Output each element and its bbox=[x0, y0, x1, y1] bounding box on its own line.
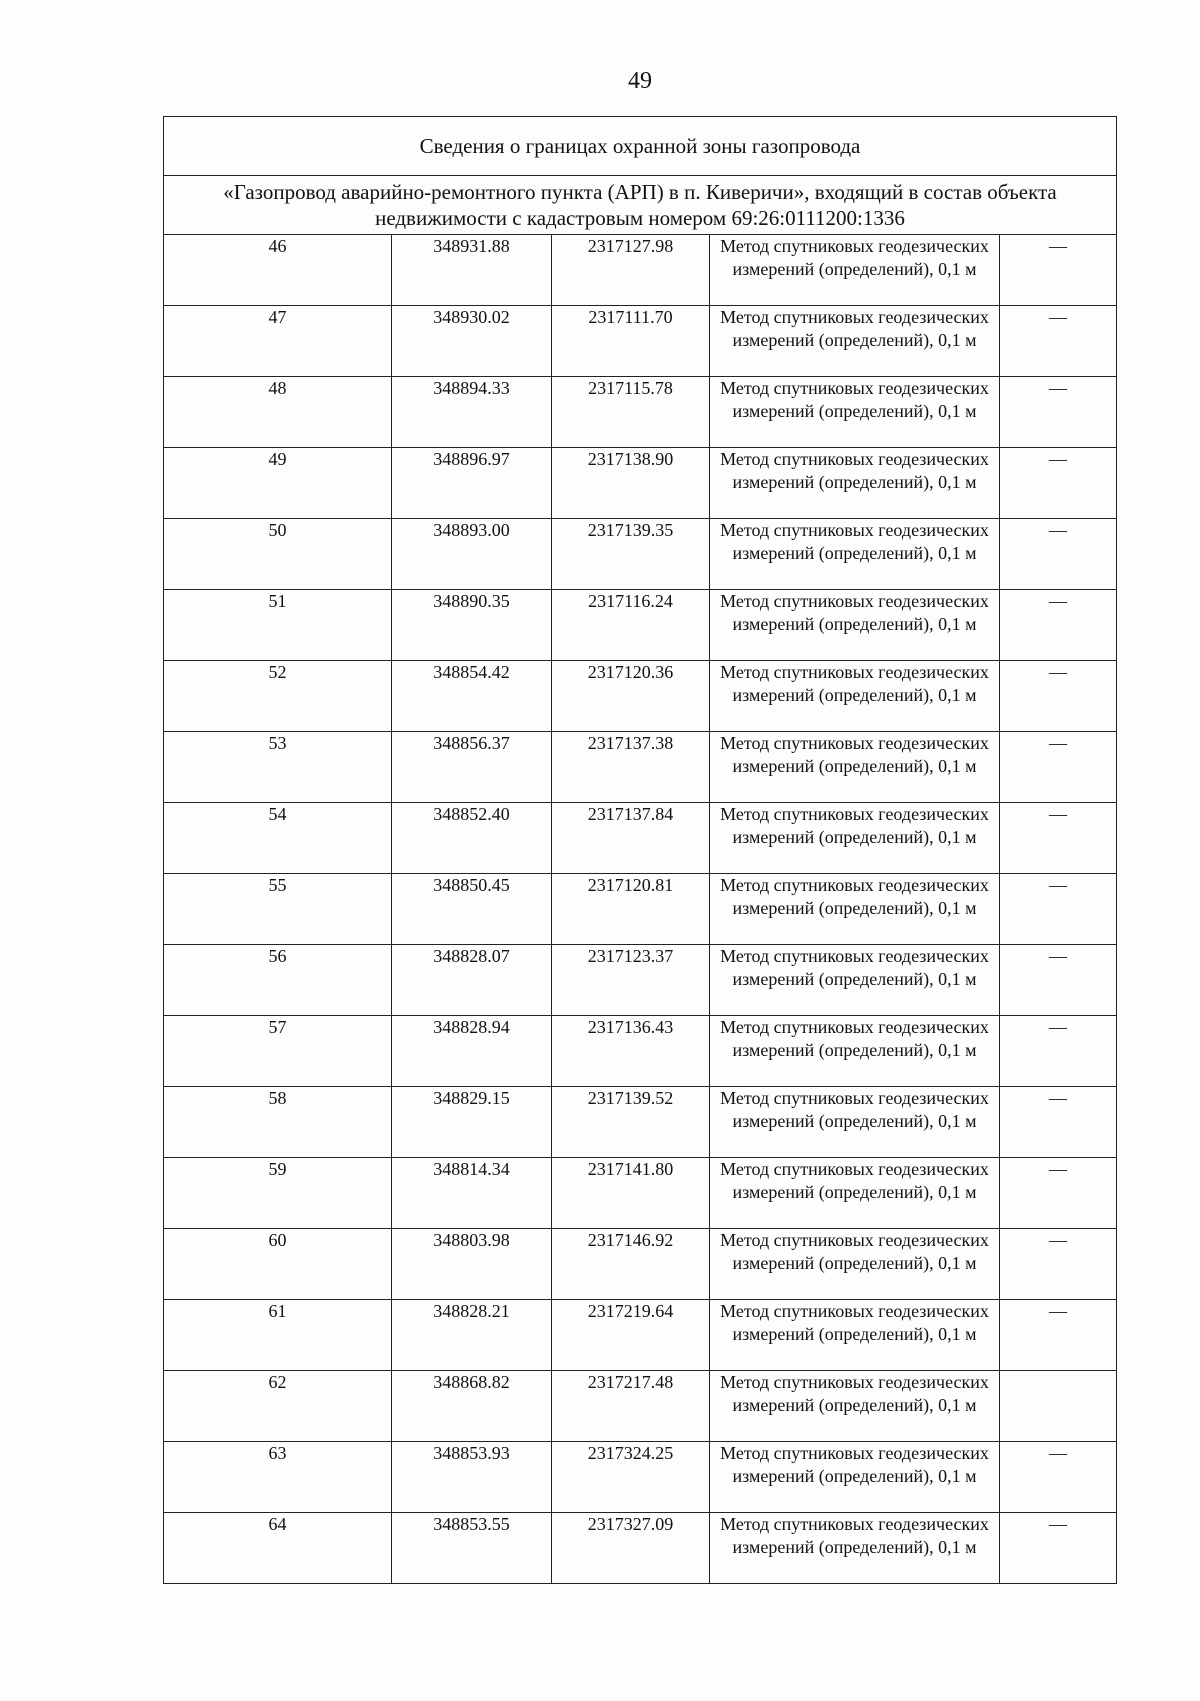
y-coordinate-cell: 2317111.70 bbox=[552, 306, 710, 377]
table-row bbox=[164, 661, 1117, 732]
note-cell: — bbox=[1000, 1442, 1117, 1513]
y-coordinate-cell: 2317137.84 bbox=[552, 803, 710, 874]
y-coordinate-cell: 2317327.09 bbox=[552, 1513, 710, 1584]
point-number-cell: 48 bbox=[164, 377, 392, 448]
y-coordinate-cell: 2317136.43 bbox=[552, 1016, 710, 1087]
y-coordinate-cell: 2317123.37 bbox=[552, 945, 710, 1016]
table-row bbox=[164, 1300, 1117, 1371]
method-cell: Метод спутниковых геодезических измерений (определений), 0,1 м bbox=[710, 235, 1000, 306]
method-cell: Метод спутниковых геодезических измерений (определений), 0,1 м bbox=[710, 1087, 1000, 1158]
method-cell: Метод спутниковых геодезических измерений (определений), 0,1 м bbox=[710, 1300, 1000, 1371]
table-row bbox=[164, 1016, 1117, 1087]
note-cell: — bbox=[1000, 1513, 1117, 1584]
x-coordinate-cell: 348853.55 bbox=[392, 1513, 552, 1584]
point-number-cell: 47 bbox=[164, 306, 392, 377]
x-coordinate-cell: 348852.40 bbox=[392, 803, 552, 874]
method-cell: Метод спутниковых геодезических измерений (определений), 0,1 м bbox=[710, 732, 1000, 803]
table-row bbox=[164, 590, 1117, 661]
note-cell: — bbox=[1000, 519, 1117, 590]
note-cell: — bbox=[1000, 732, 1117, 803]
method-cell: Метод спутниковых геодезических измерений (определений), 0,1 м bbox=[710, 1371, 1000, 1442]
x-coordinate-cell: 348931.88 bbox=[392, 235, 552, 306]
method-cell: Метод спутниковых геодезических измерений (определений), 0,1 м bbox=[710, 874, 1000, 945]
method-cell: Метод спутниковых геодезических измерений (определений), 0,1 м bbox=[710, 519, 1000, 590]
method-cell: Метод спутниковых геодезических измерений (определений), 0,1 м bbox=[710, 377, 1000, 448]
x-coordinate-cell: 348814.34 bbox=[392, 1158, 552, 1229]
y-coordinate-cell: 2317217.48 bbox=[552, 1371, 710, 1442]
note-cell: — bbox=[1000, 1016, 1117, 1087]
point-number-cell: 49 bbox=[164, 448, 392, 519]
method-cell: Метод спутниковых геодезических измерений (определений), 0,1 м bbox=[710, 945, 1000, 1016]
note-cell: — bbox=[1000, 590, 1117, 661]
table-row bbox=[164, 1371, 1117, 1442]
table-row bbox=[164, 1158, 1117, 1229]
x-coordinate-cell: 348828.94 bbox=[392, 1016, 552, 1087]
note-cell: — bbox=[1000, 377, 1117, 448]
method-cell: Метод спутниковых геодезических измерений (определений), 0,1 м bbox=[710, 590, 1000, 661]
point-number-cell: 46 bbox=[164, 235, 392, 306]
point-number-cell: 50 bbox=[164, 519, 392, 590]
y-coordinate-cell: 2317139.52 bbox=[552, 1087, 710, 1158]
boundary-coordinates-table bbox=[163, 116, 1117, 1584]
x-coordinate-cell: 348828.21 bbox=[392, 1300, 552, 1371]
x-coordinate-cell: 348856.37 bbox=[392, 732, 552, 803]
point-number-cell: 57 bbox=[164, 1016, 392, 1087]
y-coordinate-cell: 2317141.80 bbox=[552, 1158, 710, 1229]
point-number-cell: 59 bbox=[164, 1158, 392, 1229]
method-cell: Метод спутниковых геодезических измерений (определений), 0,1 м bbox=[710, 1158, 1000, 1229]
y-coordinate-cell: 2317116.24 bbox=[552, 590, 710, 661]
table-title-row bbox=[164, 117, 1117, 176]
point-number-cell: 61 bbox=[164, 1300, 392, 1371]
method-cell: Метод спутниковых геодезических измерений (определений), 0,1 м bbox=[710, 1229, 1000, 1300]
y-coordinate-cell: 2317120.81 bbox=[552, 874, 710, 945]
table-row bbox=[164, 732, 1117, 803]
y-coordinate-cell: 2317219.64 bbox=[552, 1300, 710, 1371]
point-number-cell: 62 bbox=[164, 1371, 392, 1442]
table-row bbox=[164, 1087, 1117, 1158]
method-cell: Метод спутниковых геодезических измерений (определений), 0,1 м bbox=[710, 1442, 1000, 1513]
x-coordinate-cell: 348930.02 bbox=[392, 306, 552, 377]
method-cell: Метод спутниковых геодезических измерений (определений), 0,1 м bbox=[710, 661, 1000, 732]
note-cell: — bbox=[1000, 1087, 1117, 1158]
table-row bbox=[164, 803, 1117, 874]
table-subtitle: «Газопровод аварийно-ремонтного пункта (АРП) в п. Киверичи», входящий в состав объекта недвижимости с кадастровым номером 69:26:0111200:1336 bbox=[164, 176, 1117, 235]
page-number: 49 bbox=[628, 68, 652, 94]
x-coordinate-cell: 348853.93 bbox=[392, 1442, 552, 1513]
point-number-cell: 56 bbox=[164, 945, 392, 1016]
y-coordinate-cell: 2317115.78 bbox=[552, 377, 710, 448]
table-subtitle-row bbox=[164, 176, 1117, 235]
y-coordinate-cell: 2317138.90 bbox=[552, 448, 710, 519]
note-cell: — bbox=[1000, 803, 1117, 874]
x-coordinate-cell: 348890.35 bbox=[392, 590, 552, 661]
note-cell bbox=[1000, 1371, 1117, 1442]
y-coordinate-cell: 2317137.38 bbox=[552, 732, 710, 803]
table-row bbox=[164, 945, 1117, 1016]
point-number-cell: 52 bbox=[164, 661, 392, 732]
point-number-cell: 60 bbox=[164, 1229, 392, 1300]
note-cell: — bbox=[1000, 945, 1117, 1016]
point-number-cell: 63 bbox=[164, 1442, 392, 1513]
x-coordinate-cell: 348896.97 bbox=[392, 448, 552, 519]
x-coordinate-cell: 348850.45 bbox=[392, 874, 552, 945]
table-row bbox=[164, 1229, 1117, 1300]
y-coordinate-cell: 2317127.98 bbox=[552, 235, 710, 306]
note-cell: — bbox=[1000, 235, 1117, 306]
note-cell: — bbox=[1000, 1158, 1117, 1229]
x-coordinate-cell: 348854.42 bbox=[392, 661, 552, 732]
note-cell: — bbox=[1000, 1300, 1117, 1371]
y-coordinate-cell: 2317120.36 bbox=[552, 661, 710, 732]
method-cell: Метод спутниковых геодезических измерений (определений), 0,1 м bbox=[710, 306, 1000, 377]
point-number-cell: 64 bbox=[164, 1513, 392, 1584]
y-coordinate-cell: 2317139.35 bbox=[552, 519, 710, 590]
table-row bbox=[164, 235, 1117, 306]
method-cell: Метод спутниковых геодезических измерений (определений), 0,1 м bbox=[710, 1513, 1000, 1584]
point-number-cell: 53 bbox=[164, 732, 392, 803]
x-coordinate-cell: 348893.00 bbox=[392, 519, 552, 590]
x-coordinate-cell: 348868.82 bbox=[392, 1371, 552, 1442]
table-row bbox=[164, 306, 1117, 377]
table-row bbox=[164, 1442, 1117, 1513]
point-number-cell: 54 bbox=[164, 803, 392, 874]
point-number-cell: 51 bbox=[164, 590, 392, 661]
note-cell: — bbox=[1000, 661, 1117, 732]
y-coordinate-cell: 2317146.92 bbox=[552, 1229, 710, 1300]
table-row bbox=[164, 1513, 1117, 1584]
note-cell: — bbox=[1000, 1229, 1117, 1300]
method-cell: Метод спутниковых геодезических измерений (определений), 0,1 м bbox=[710, 448, 1000, 519]
x-coordinate-cell: 348828.07 bbox=[392, 945, 552, 1016]
table-row bbox=[164, 874, 1117, 945]
x-coordinate-cell: 348894.33 bbox=[392, 377, 552, 448]
y-coordinate-cell: 2317324.25 bbox=[552, 1442, 710, 1513]
note-cell: — bbox=[1000, 874, 1117, 945]
table-row bbox=[164, 448, 1117, 519]
note-cell: — bbox=[1000, 448, 1117, 519]
table-title: Сведения о границах охранной зоны газопровода bbox=[164, 117, 1117, 176]
x-coordinate-cell: 348803.98 bbox=[392, 1229, 552, 1300]
point-number-cell: 55 bbox=[164, 874, 392, 945]
method-cell: Метод спутниковых геодезических измерений (определений), 0,1 м bbox=[710, 803, 1000, 874]
x-coordinate-cell: 348829.15 bbox=[392, 1087, 552, 1158]
table-row bbox=[164, 377, 1117, 448]
table-row bbox=[164, 519, 1117, 590]
method-cell: Метод спутниковых геодезических измерений (определений), 0,1 м bbox=[710, 1016, 1000, 1087]
point-number-cell: 58 bbox=[164, 1087, 392, 1158]
note-cell: — bbox=[1000, 306, 1117, 377]
table-body bbox=[164, 117, 1117, 1584]
